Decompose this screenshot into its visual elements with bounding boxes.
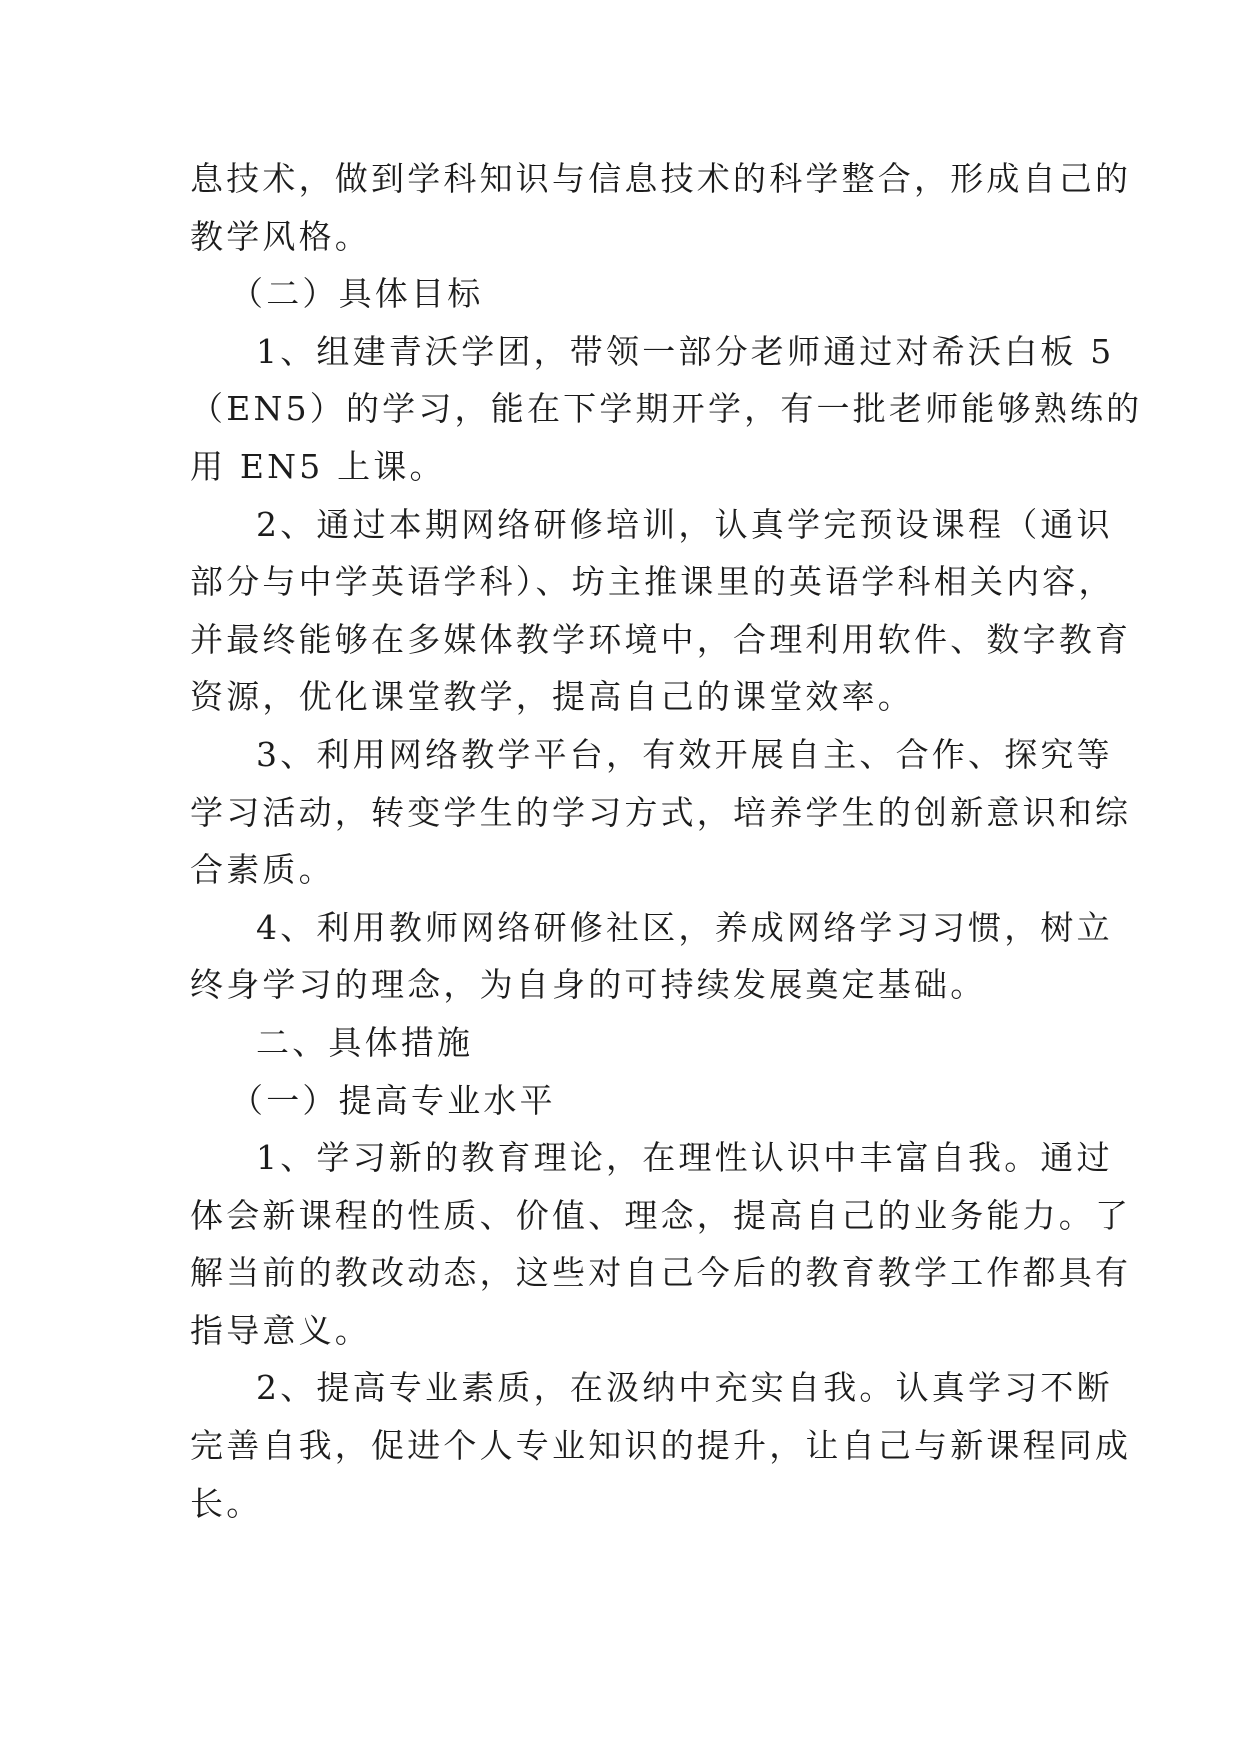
text-line: 4、利用教师网络研修社区，养成网络学习习惯，树立 <box>256 907 1113 947</box>
section-heading-measures <box>190 1014 1060 1072</box>
text-line: 体会新课程的性质、价值、理念，提高自己的业务能力。了 <box>190 1195 1132 1235</box>
text-line: 长。 <box>190 1483 263 1523</box>
text-line: 用 EN5 上课。 <box>190 446 446 486</box>
paragraph-measure-2 <box>190 1359 1132 1532</box>
text-line: 二、具体措施 <box>256 1022 474 1062</box>
paragraph-goal-1 <box>190 323 1143 496</box>
text-line: 终身学习的理念，为自身的可持续发展奠定基础。 <box>190 965 987 1005</box>
paragraph-goal-2 <box>190 496 1132 726</box>
text-line: 解当前的教改动态，这些对自己今后的教育教学工作都具有 <box>190 1253 1132 1293</box>
text-line: 息技术，做到学科知识与信息技术的科学整合，形成自己的 <box>190 159 1132 198</box>
text-line: 学习活动，转变学生的学习方式，培养学生的创新意识和综 <box>190 792 1132 832</box>
document-page <box>190 150 1143 1532</box>
paragraph-goal-3 <box>190 726 1132 899</box>
text-line: 2、通过本期网络研修培训，认真学完预设课程（通识 <box>256 504 1113 544</box>
text-line: 并最终能够在多媒体教学环境中，合理利用软件、数字教育 <box>190 619 1132 659</box>
text-line: 教学风格。 <box>190 216 371 256</box>
text-line: 1、组建青沃学团，带领一部分老师通过对希沃白板 5 <box>256 331 1115 371</box>
text-line: 部分与中学英语学科）、坊主推课里的英语学科相关内容， <box>190 562 1115 602</box>
text-line: 完善自我，促进个人专业知识的提升，让自己与新课程同成 <box>190 1426 1132 1466</box>
subheading-improve-professional-level <box>190 1072 1060 1130</box>
text-line: 2、提高专业素质，在汲纳中充实自我。认真学习不断 <box>256 1368 1113 1408</box>
text-line: 指导意义。 <box>190 1310 371 1350</box>
text-line: 1、学习新的教育理论，在理性认识中丰富自我。通过 <box>256 1138 1113 1178</box>
paragraph-continuation <box>190 150 1132 265</box>
subheading-specific-goals <box>190 265 1060 323</box>
text-line: 资源，优化课堂教学，提高自己的课堂效率。 <box>190 677 914 717</box>
text-line: 3、利用网络教学平台，有效开展自主、合作、探究等 <box>256 734 1113 774</box>
text-line: 合素质。 <box>190 850 335 890</box>
paragraph-measure-1 <box>190 1129 1132 1359</box>
text-line: （二）具体目标 <box>230 274 484 314</box>
text-line: （一）提高专业水平 <box>230 1080 556 1120</box>
paragraph-goal-4 <box>190 899 1113 1014</box>
text-line: （EN5）的学习，能在下学期开学，有一批老师能够熟练的 <box>190 389 1143 429</box>
